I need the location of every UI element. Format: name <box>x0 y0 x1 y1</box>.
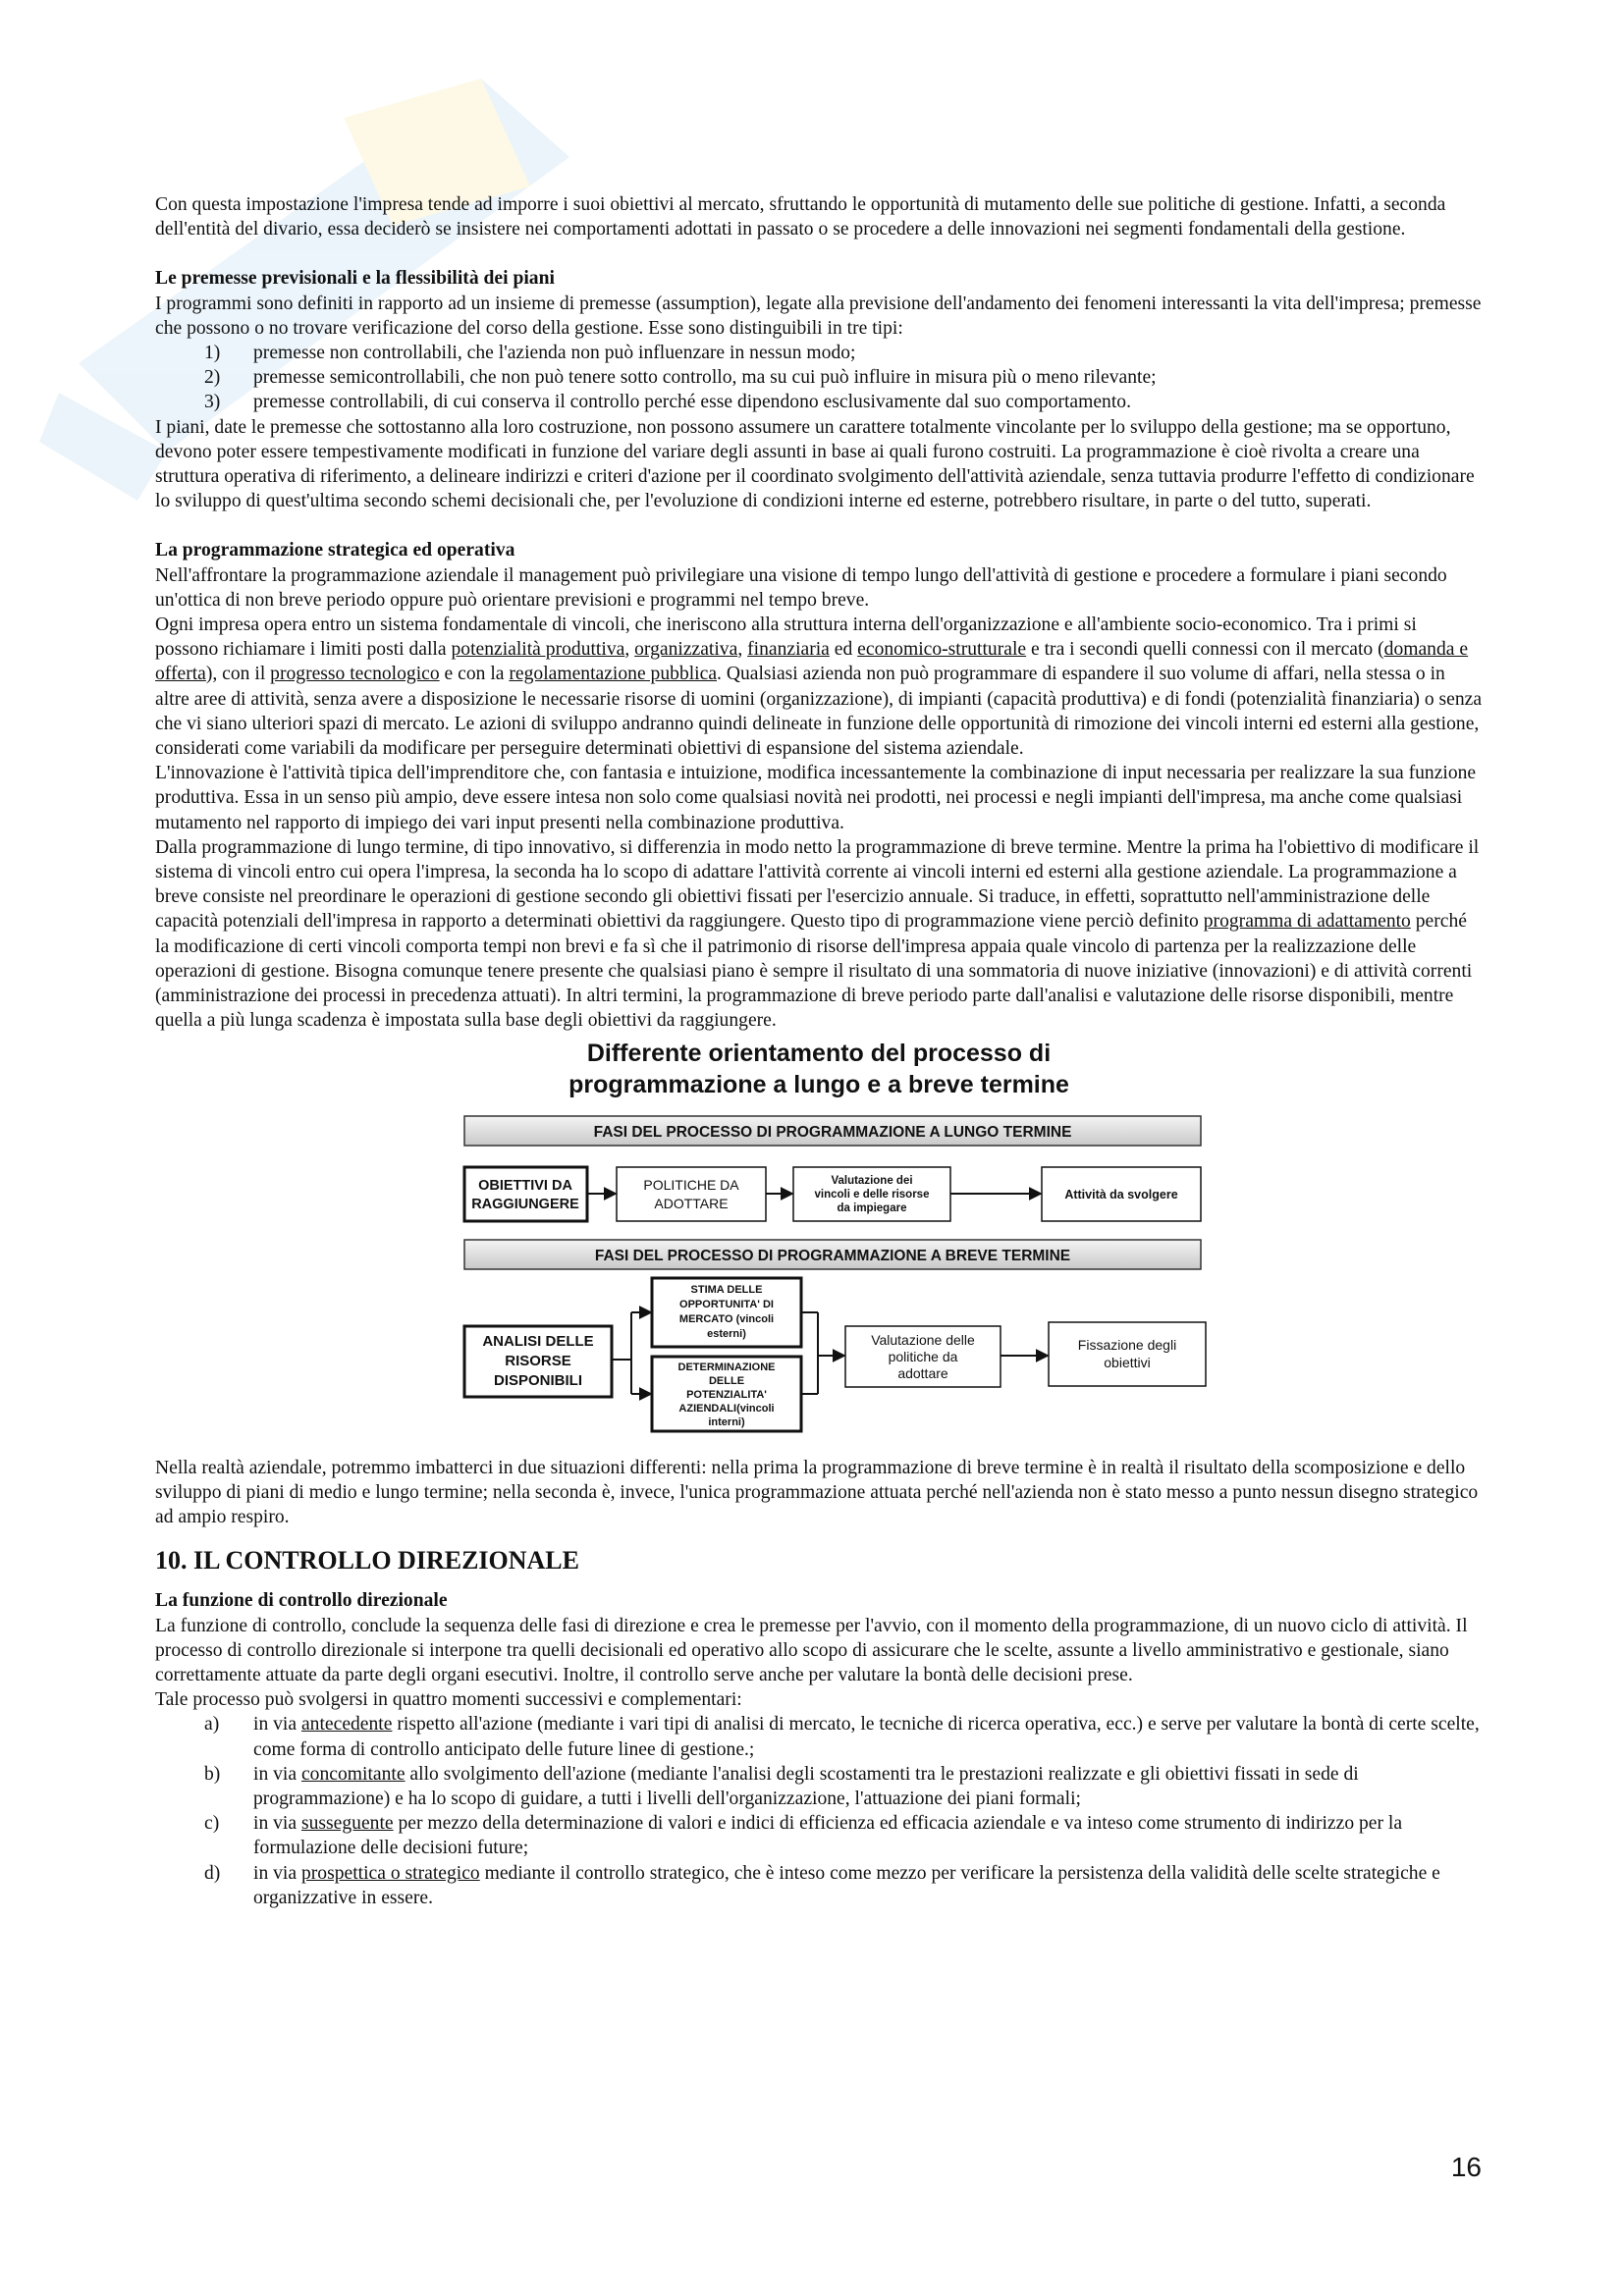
text-run: allo svolgimento dell'azione (mediante l'analisi degli scostamenti tra le prestazioni realizzate e gli obiettivi fissati in sede di programmazione) e ha lo scopo di guidare, a tutti i livelli dell'organizzazione, l'attuazione dei piani formali; <box>253 1763 1359 1809</box>
premesse-paragraph: I programmi sono definiti in rapporto ad un insieme di premesse (assumption), legate alla previsione dell'andamento dei fenomeni interessanti la vita dell'impresa; premesse che possono o no trovare verificazione del corso della gestione. Esse sono distinguibili in tre tipi: <box>155 293 1482 339</box>
short-box-valutazione-l3: adottare <box>897 1364 948 1381</box>
short-box-determinazione-l1: DETERMINAZIONE <box>677 1361 776 1373</box>
premesse-list <box>155 341 1483 415</box>
list-item <box>155 341 1483 365</box>
underlined-term: domanda e offerta <box>155 639 1469 685</box>
underlined-term: regolamentazione pubblica <box>509 664 718 685</box>
long-box-valutazione-l2: vincoli e delle risorse <box>814 1188 930 1201</box>
text-run: , <box>737 639 748 661</box>
text-run: . Qualsiasi azienda non può programmare di espandere il suo volume di affari, nella stessa o in altre aree di attività, senza avere a disposizione le necessarie risorse di uomini (organizzazione), di impianti (capacità produttiva) e di fondi (potenzialità finanziaria) o senza che vi siano ulteriori spazi di mercato. Le azioni di sviluppo andranno quindi delineate in funzione delle opportunità di rimozione dei vincoli interni ed esterni alla gestione, considerati come variabili da modificare per perseguire determinati obiettivi di espansione del sistema aziendale. <box>155 664 1483 760</box>
list-text: premesse semicontrollabili, che non può tenere sotto controllo, ma su cui può influire in misura più o meno rilevante; <box>253 367 1157 389</box>
short-box-fissazione-l2: obiettivi <box>1104 1354 1151 1370</box>
strategica-paragraph-1: Nell'affrontare la programmazione aziendale il management può privilegiare una visione di tempo lungo dell'attività di gestione e procedere a formulare i piani secondo un'ottica di non breve periodo oppure può orientare previsioni e programmi nel tempo breve. <box>155 564 1447 611</box>
underlined-term: antecedente <box>300 1714 393 1735</box>
premesse-paragraph-2: I piani, date le premesse che sottostanno alla loro costruzione, non possono assumere un carattere totalmente vincolante per lo sviluppo della gestione; ma se opportuno, devono poter essere tempestivamente modificati in funzione del variare degli assunti in base ai quali furono costruiti. La programmazione è cioè rivolta a creare una struttura operativa di riferimento, a delineare indirizzi e criteri d'azione per il coordinato svolgimento dell'attività aziendale, senza tuttavia produrre l'effetto di condizionare lo sviluppo di quest'ultima secondo schemi decisionali che, per l'evoluzione di condizioni interne ed esterne, potrebbero risultare, in parte o del tutto, superati. <box>155 416 1475 512</box>
list-item <box>155 1712 1483 1761</box>
underlined-term: potenzialità produttiva <box>451 639 625 661</box>
list-marker: 1) <box>204 343 221 364</box>
short-box-stima-l2: OPPORTUNITA' DI <box>679 1298 774 1310</box>
short-box-analisi-l3: DISPONIBILI <box>493 1371 583 1389</box>
controllo-paragraph-1: La funzione di controllo, conclude la sequenza delle fasi di direzione e crea le premesse per l'avvio, con il momento della programmazione, di un nuovo ciclo di attività. Il processo di controllo direzionale si interpone tra quelli decisionali ed operativo allo scopo di assicurare che le scelte, assunte a livello amministrativo e gestionale, siano correttamente attuate da parte degli organi esecutivi. Inoltre, il controllo serve anche per valutare la bontà delle decisioni prese. <box>155 1615 1468 1685</box>
controllo-heading: La funzione di controllo direzionale <box>155 1590 448 1612</box>
list-item <box>155 1762 1483 1811</box>
long-box-valutazione-l3: da impiegare <box>837 1201 907 1214</box>
underlined-term: progresso tecnologico <box>270 664 440 685</box>
controllo-paragraph-2: Tale processo può svolgersi in quattro momenti successivi e complementari: <box>155 1689 742 1711</box>
long-box-obiettivi <box>464 1167 587 1221</box>
page-number: 16 <box>1450 2152 1482 2182</box>
long-box-politiche-l2: ADOTTARE <box>654 1195 729 1211</box>
underlined-term: concomitante <box>300 1763 406 1785</box>
text-run: ed <box>829 639 858 661</box>
short-box-determinazione-l3: POTENZIALITA' <box>686 1388 767 1401</box>
short-box-analisi-l2: RISORSE <box>505 1352 571 1369</box>
page-content <box>155 192 1483 1910</box>
text-run: e con la <box>439 664 510 685</box>
list-item <box>155 1811 1483 1860</box>
short-box-determinazione-l4: AZIENDALI(vincoli <box>678 1402 775 1415</box>
list-text: premesse controllabili, di cui conserva il controllo perché esse dipendono esclusivamente dal suo comportamento. <box>253 392 1131 413</box>
list-text <box>253 1712 1483 1761</box>
underlined-term: finanziaria <box>747 639 830 661</box>
text-run: in via <box>253 1714 301 1735</box>
short-box-valutazione-l2: politiche da <box>888 1348 958 1364</box>
long-term-header: FASI DEL PROCESSO DI PROGRAMMAZIONE A LUNGO TERMINE <box>593 1123 1072 1141</box>
diagram-title-line-2: programmazione a lungo e a breve termine <box>568 1070 1069 1098</box>
list-item <box>155 365 1483 390</box>
underlined-term: susseguente <box>300 1813 394 1835</box>
text-run: Ogni impresa opera entro un sistema fondamentale di vincoli, che ineriscono alla struttura interna dell'organizzazione e all'ambiente socio-economico. Tra i primi si possono richiamare i limiti posti dalla <box>155 614 1417 661</box>
list-marker: d) <box>204 1862 221 1884</box>
text-run: ), con il <box>205 664 271 685</box>
list-text <box>253 1811 1483 1860</box>
underlined-term: organizzativa <box>634 639 738 661</box>
short-box-analisi-l1: ANALISI DELLE <box>482 1332 594 1350</box>
list-marker: a) <box>204 1714 220 1735</box>
underlined-term: programma di adattamento <box>1203 911 1411 933</box>
underlined-term: prospettica o strategico <box>300 1862 480 1884</box>
after-diagram-paragraph: Nella realtà aziendale, potremmo imbatterci in due situazioni differenti: nella prima la programmazione di breve termine è in realtà il risultato della scomposizione e dello sviluppo di piani di medio e lungo termine; nella seconda è, invece, l'unica programmazione attuata perché nell'azienda non è stato messo a punto nessun disegno strategico ad ampio respiro. <box>155 1457 1479 1528</box>
text-run: in via <box>253 1813 301 1835</box>
text-run: per mezzo della determinazione di valori e indici di efficienza ed efficacia aziendale e va inteso come strumento di indirizzo per la formulazione delle decisioni future; <box>253 1813 1403 1859</box>
text-run: e tra i secondi quelli connessi con il mercato ( <box>1026 639 1384 661</box>
long-box-valutazione-l1: Valutazione dei <box>831 1174 913 1187</box>
short-box-stima-l1: STIMA DELLE <box>690 1283 763 1296</box>
programming-diagram <box>155 1040 1483 1437</box>
short-box-determinazione-l5: interni) <box>708 1415 745 1428</box>
list-text: premesse non controllabili, che l'azienda non può influenzare in nessun modo; <box>253 343 856 364</box>
controllo-list <box>155 1712 1483 1910</box>
list-marker: b) <box>204 1763 221 1785</box>
text-run: in via <box>253 1763 301 1785</box>
intro-paragraph: Con questa impostazione l'impresa tende ad imporre i suoi obiettivi al mercato, sfruttando le opportunità di mutamento delle sue politiche di gestione. Infatti, a seconda dell'entità del divario, essa deciderò se insistere nei comportamenti adottati in passato o se procedere a delle innovazioni nei segmenti fondamentali della gestione. <box>155 194 1446 240</box>
text-run: Dalla programmazione di lungo termine, di tipo innovativo, si differenzia in modo netto la programmazione di breve termine. Mentre la prima ha l'obiettivo di modificare il sistema di vincoli entro cui opera l'impresa, la seconda ha lo scopo di adattare l'attività corrente ai vincoli interni ed esterni alla gestione aziendale. La programmazione a breve consiste nel preordinare le operazioni di gestione secondo gli obiettivi fissati per l'esercizio annuale. Si traduce, in effetti, soprattutto nell'amministrazione delle capacità potenziali dell'impresa in rapporto a determinati obiettivi da raggiungere. Questo tipo di programmazione viene perciò definito <box>155 836 1480 933</box>
text-run: mediante il controllo strategico, che è inteso come mezzo per verificare la persistenza della validità delle scelte strategiche e organizzative in essere. <box>253 1862 1440 1908</box>
list-item <box>155 1861 1483 1910</box>
long-box-politiche <box>617 1167 766 1221</box>
text-run: , <box>624 639 635 661</box>
strategica-paragraph-3: L'innovazione è l'attività tipica dell'imprenditore che, con fantasia e intuizione, modifica incessantemente la combinazione di input necessaria per realizzare la sua funzione produttiva. Essa in un senso più ampio, deve essere intesa non solo come qualsiasi novità nei prodotti, nei processi e negli impianti dell'impresa, ma anche come qualsiasi mutamento nel rapporto di impiego dei vari input presenti nella combinazione produttiva. <box>155 763 1477 833</box>
short-box-fissazione-l1: Fissazione degli <box>1077 1336 1177 1353</box>
list-marker: 2) <box>204 367 221 389</box>
list-marker: c) <box>204 1813 220 1835</box>
text-run: in via <box>253 1862 301 1884</box>
short-box-valutazione-l1: Valutazione delle <box>871 1331 975 1348</box>
short-box-stima-l3: MERCATO (vincoli <box>678 1312 775 1325</box>
underlined-term: economico-strutturale <box>857 639 1027 661</box>
short-box-stima-l4: esterni) <box>707 1327 746 1340</box>
strategica-paragraph-4 <box>155 835 1483 1034</box>
strategica-heading: La programmazione strategica ed operativa <box>155 540 515 561</box>
short-box-determinazione-l2: DELLE <box>708 1374 745 1387</box>
list-item <box>155 390 1483 414</box>
short-term-header: FASI DEL PROCESSO DI PROGRAMMAZIONE A BREVE TERMINE <box>594 1247 1071 1264</box>
long-box-attivita-l1: Attività da svolgere <box>1064 1187 1178 1201</box>
long-box-politiche-l1: POLITICHE DA <box>643 1176 739 1193</box>
text-run: rispetto all'azione (mediante i vari tipi di analisi di mercato, le tecniche di ricerca operativa, ecc.) e serve per valutare la bontà di certe scelte, come forma di controllo anticipato delle future linee di gestione.; <box>253 1714 1480 1760</box>
list-text <box>253 1861 1483 1910</box>
strategica-paragraph-2 <box>155 613 1483 761</box>
list-marker: 3) <box>204 392 221 413</box>
premesse-heading: Le premesse previsionali e la flessibilità dei piani <box>155 268 555 290</box>
list-text <box>253 1762 1483 1811</box>
diagram-title-line-1: Differente orientamento del processo di <box>586 1039 1052 1067</box>
text-run: perché la modificazione di certi vincoli comporta tempi non brevi e fa sì che il patrimonio di risorse dell'impresa appaia quale vincolo di partenza per la realizzazione delle operazioni di gestione. Bisogna comunque tenere presente che qualsiasi piano è sempre il risultato di una sommatoria di nuove iniziative (innovazioni) e di attività correnti (amministrazione dei processi in precedenza attuati). In altri termini, la programmazione di breve periodo parte dall'analisi e valutazione delle risorse disponibili, mentre quella a più lunga scadenza è impostata sulla base degli obiettivi da raggiungere. <box>155 911 1473 1032</box>
section-10-title: 10. IL CONTROLLO DIREZIONALE <box>155 1546 579 1575</box>
long-box-obiettivi-l2: RAGGIUNGERE <box>471 1196 579 1212</box>
long-box-obiettivi-l1: OBIETTIVI DA <box>478 1177 572 1194</box>
